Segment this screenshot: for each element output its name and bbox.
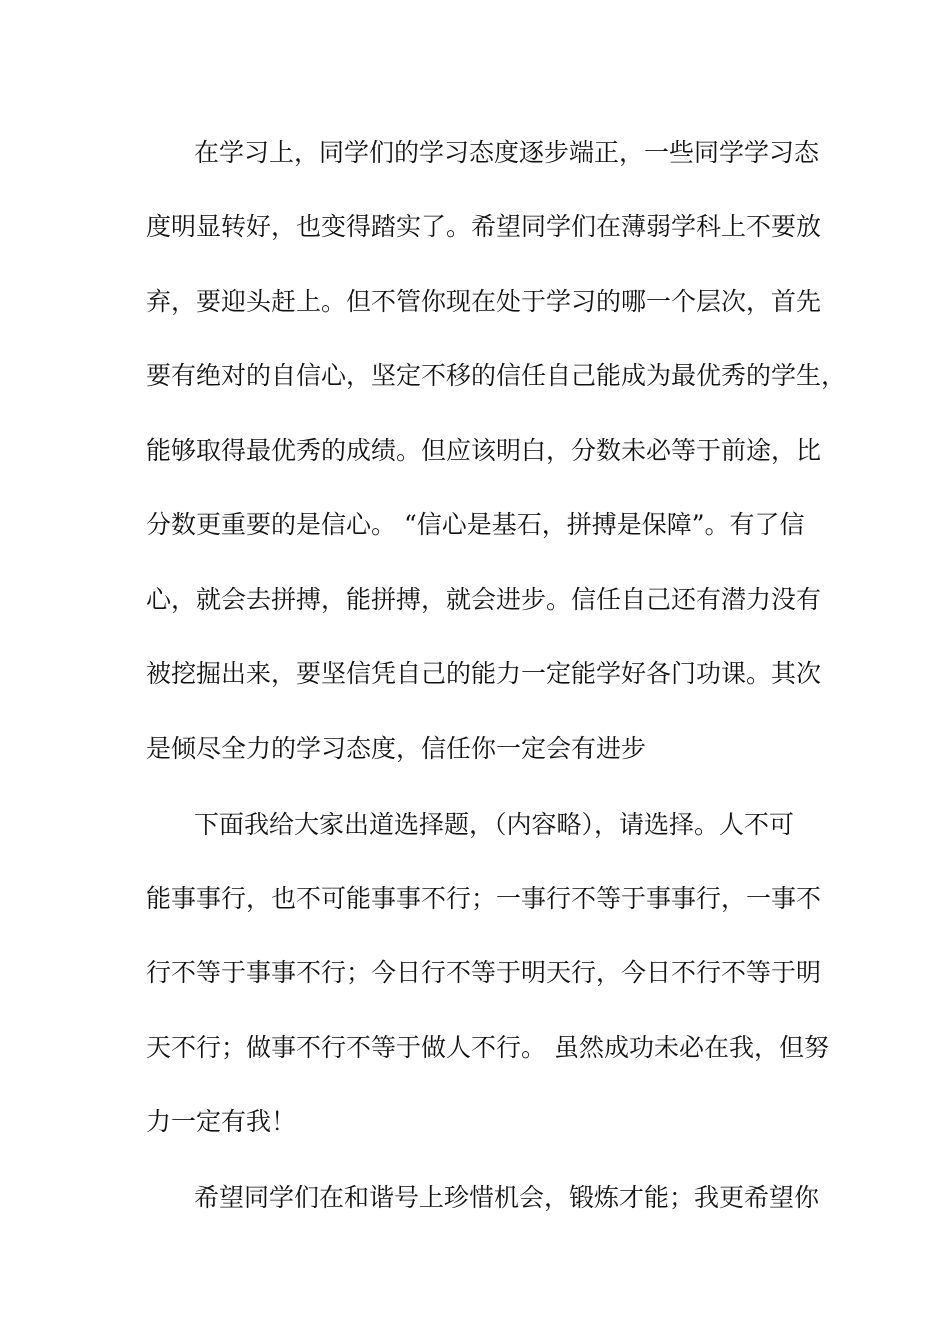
paragraph-1-line-8: 被挖掘出来，要坚信凭自己的能力一定能学好各门功课。其次 <box>146 659 822 688</box>
paragraph-1-line-4: 要有绝对的自信心，坚定不移的信任自己能成为最优秀的学生， <box>146 361 847 390</box>
paragraph-3-line-1: 希望同学们在和谐号上珍惜机会，锻炼才能；我更希望你 <box>194 1183 820 1212</box>
paragraph-1-line-2: 度明显转好，也变得踏实了。希望同学们在薄弱学科上不要放 <box>146 212 822 241</box>
paragraph-2-line-3: 行不等于事事不行；今日行不等于明天行，今日不行不等于明 <box>146 958 822 987</box>
paragraph-1-line-3: 弃，要迎头赶上。但不管你现在处于学习的哪一个层次，首先 <box>146 287 822 316</box>
paragraph-1-line-5: 能够取得最优秀的成绩。但应该明白，分数未必等于前途，比 <box>146 436 822 465</box>
paragraph-2-line-2: 能事事行，也不可能事事不行；一事行不等于事事行，一事不 <box>146 884 822 913</box>
paragraph-1-line-7: 心，就会去拼搏，能拼搏，就会进步。信任自己还有潜力没有 <box>146 585 822 614</box>
paragraph-2-line-1: 下面我给大家出道选择题，（内容略），请选择。人不可 <box>194 810 795 839</box>
paragraph-2-line-5: 力一定有我！ <box>146 1107 297 1136</box>
paragraph-1-line-9: 是倾尽全力的学习态度，信任你一定会有进步 <box>146 734 647 763</box>
paragraph-1-line-6: 分数更重要的是信心。 “信心是基石，拼搏是保障”。有了信 <box>146 510 805 539</box>
paragraph-1-line-1: 在学习上，同学们的学习态度逐步端正，一些同学学习态 <box>194 138 820 167</box>
paragraph-2-line-4: 天不行；做事不行不等于做人不行。 虽然成功未必在我，但努 <box>146 1033 829 1062</box>
